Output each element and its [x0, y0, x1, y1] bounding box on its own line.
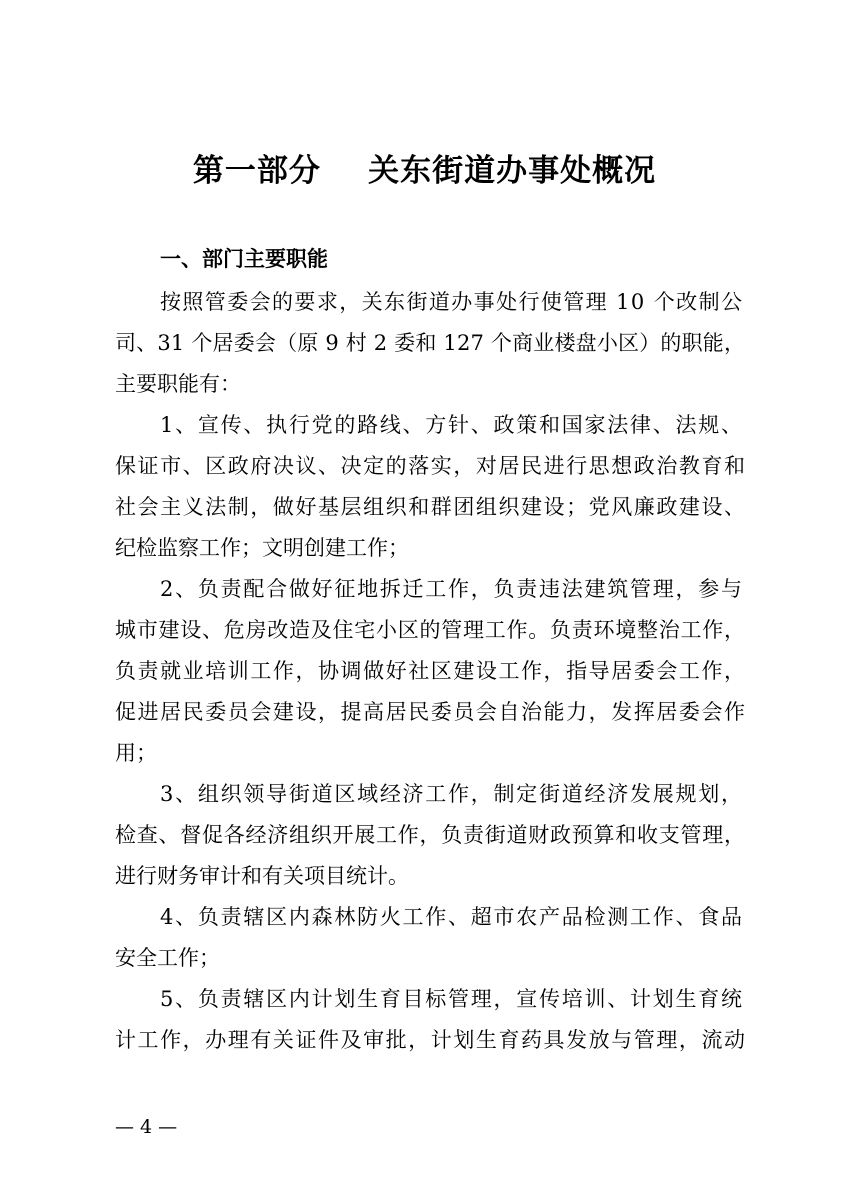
body-line: 进行财务审计和有关项目统计。 [115, 864, 409, 888]
body-line: 3、组织领导街道区域经济工作，制定街道经济发展规划， [160, 782, 744, 806]
body-line: 按照管委会的要求，关东街道办事处行使管理 10 个改制公 [160, 290, 744, 314]
body-line: 城市建设、危房改造及住宅小区的管理工作。负责环境整治工作， [115, 618, 746, 642]
body-line: 用； [115, 741, 157, 765]
body-line: 1、宣传、执行党的路线、方针、政策和国家法律、法规、 [160, 413, 744, 437]
body-line: 促进居民委员会建设，提高居民委员会自治能力，发挥居委会作 [115, 700, 747, 724]
body-line: 计工作，办理有关证件及审批，计划生育药具发放与管理，流动 [115, 1028, 747, 1052]
body-line: 2、负责配合做好征地拆迁工作，负责违法建筑管理，参与 [160, 577, 744, 601]
page-number: — 4 — [115, 1116, 178, 1138]
body-line: 保证市、区政府决议、决定的落实，对居民进行思想政治教育和 [115, 454, 747, 478]
body-line: 纪检监察工作；文明创建工作； [115, 536, 409, 560]
body-line: 4、负责辖区内森林防火工作、超市农产品检测工作、食品 [160, 905, 744, 929]
body-line: 主要职能有： [115, 372, 241, 396]
body-line: 5、负责辖区内计划生育目标管理，宣传培训、计划生育统 [160, 987, 744, 1011]
body-line: 负责就业培训工作，协调做好社区建设工作，指导居委会工作， [115, 659, 747, 683]
body-line: 安全工作； [115, 946, 220, 970]
body-line: 检查、督促各经济组织开展工作，负责街道财政预算和收支管理， [115, 823, 746, 847]
body-line: 社会主义法制，做好基层组织和群团组织建设；党风廉政建设、 [115, 495, 747, 519]
page-title: 第一部分 关东街道办事处概况 [192, 153, 657, 189]
section-heading: 一、部门主要职能 [160, 247, 328, 271]
body-line: 司、31 个居委会（原 9 村 2 委和 127 个商业楼盘小区）的职能， [115, 331, 746, 355]
